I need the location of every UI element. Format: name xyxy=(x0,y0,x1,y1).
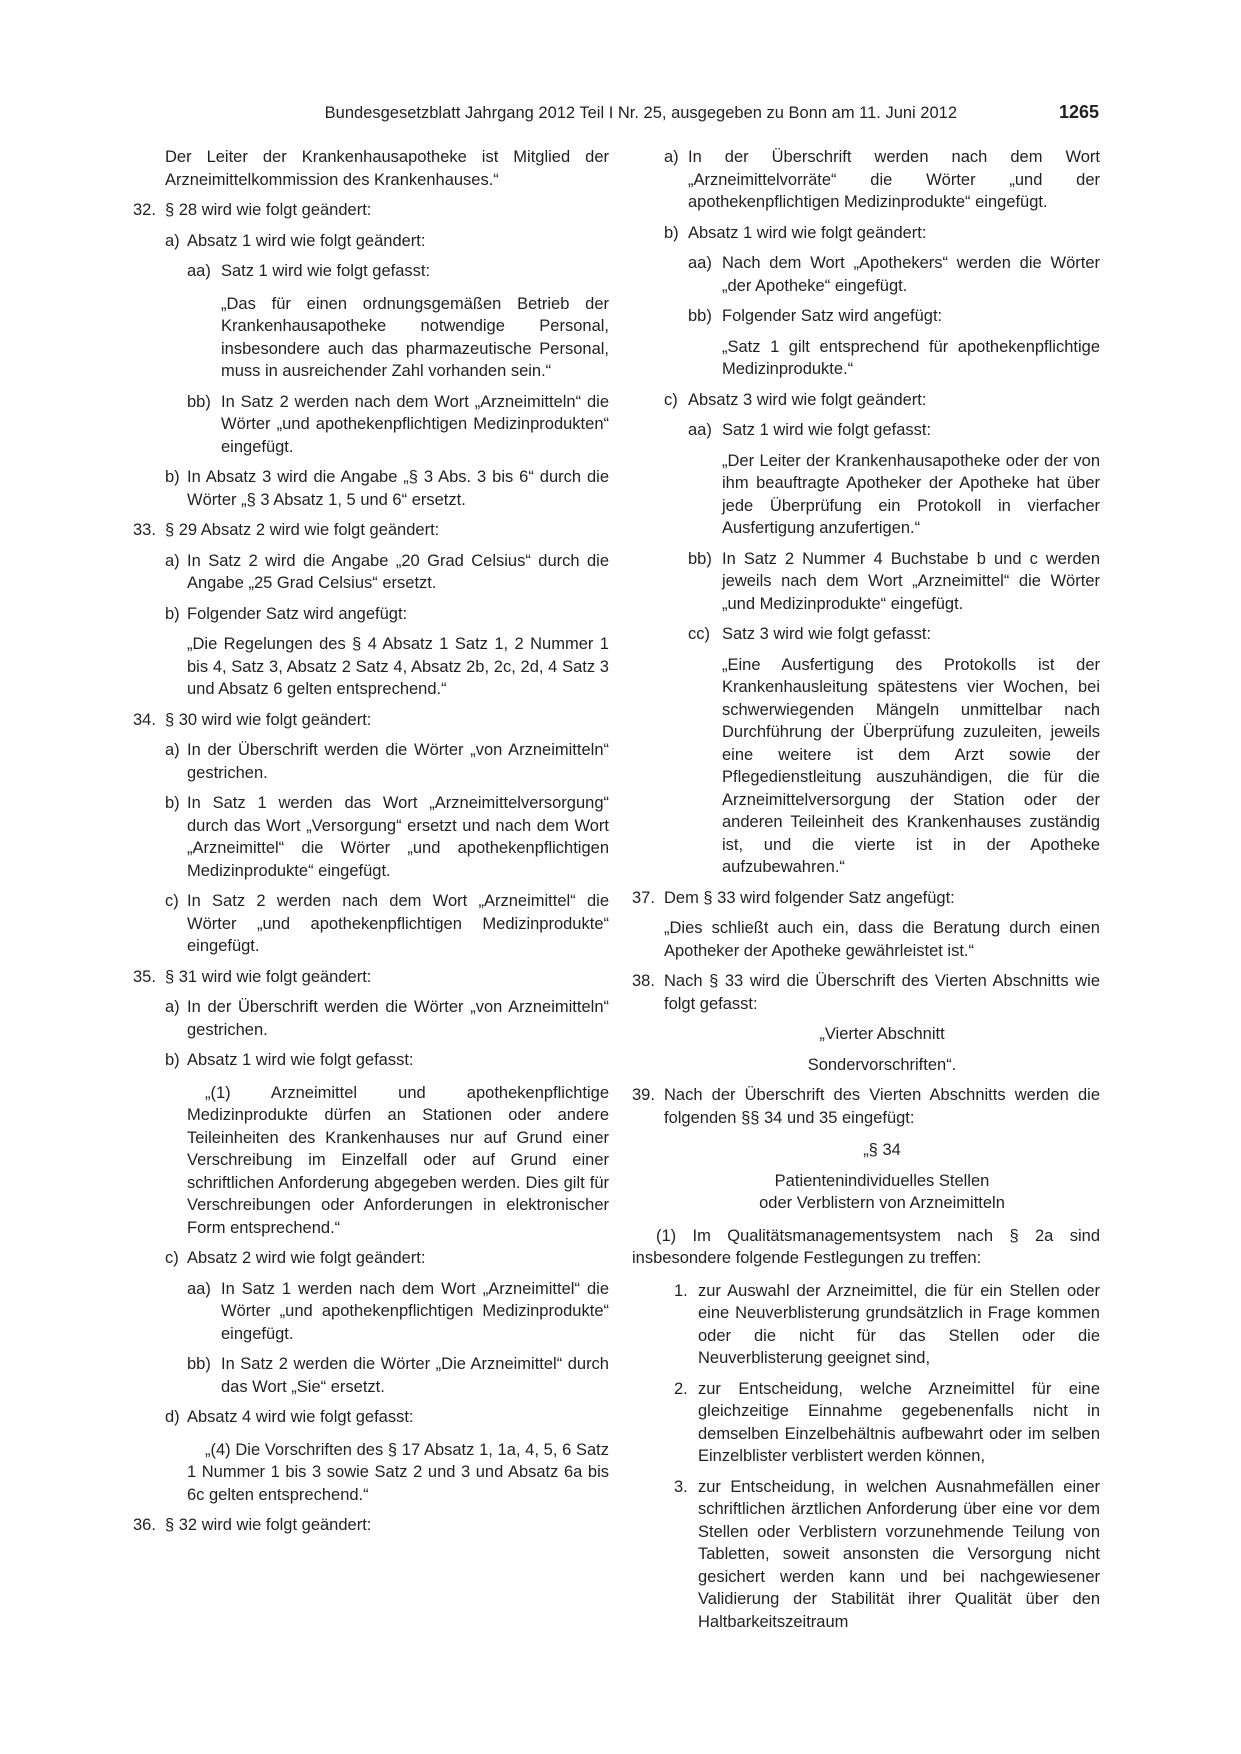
item-text: In Satz 2 wird die Angabe „20 Grad Celsius“ durch die Angabe „25 Grad Celsius“ ersetzt. xyxy=(187,551,609,592)
item-text: In Satz 2 Nummer 4 Buchstabe b und c werden jeweils nach dem Wort „Arzneimittel“ die Wörter „und Medizinprodukte“ eingefügt. xyxy=(722,549,1100,613)
section-heading: Sondervorschriften“. xyxy=(807,1055,957,1074)
item-35 xyxy=(133,966,609,989)
item-35caa xyxy=(133,1278,609,1346)
item-number: bb) xyxy=(688,549,712,568)
item-text: In Satz 2 werden nach dem Wort „Arzneimittel“ die Wörter „und apothekenpflichtigen Medizinprodukte“ eingefügt. xyxy=(187,892,609,955)
item-36c xyxy=(664,389,1100,412)
item-33 xyxy=(133,519,609,542)
item-32aa xyxy=(133,260,609,283)
item-number: b) xyxy=(165,604,180,623)
item-number: c) xyxy=(664,390,678,409)
item-36baa xyxy=(664,252,1100,297)
item-number: d) xyxy=(165,1408,180,1426)
item-number: bb) xyxy=(688,307,712,325)
item-number: bb) xyxy=(187,392,211,411)
running-header xyxy=(132,102,1099,126)
paragraph-heading: „§ 34 xyxy=(863,1141,901,1159)
item-text: Absatz 4 wird wie folgt gefasst: xyxy=(187,1408,414,1426)
item-35b xyxy=(133,1049,609,1072)
list-text: zur Entscheidung, in welchen Ausnahmefällen einer schriftlichen ärztlichen Anforderung über eine vor dem Stellen oder Verblistern vorzunehmende Teilung von Tabletten, soweit ansonsten die Versorgung nicht gesichert werden kann und bei nachgewiesener Validierung der Stabilität ihrer Qualität über den Haltbarkeitszeitraum xyxy=(698,1477,1100,1631)
item-32a xyxy=(133,230,609,253)
item-36b xyxy=(664,222,1100,245)
item-text: Absatz 3 wird wie folgt geändert: xyxy=(688,390,927,409)
paragraph-title: Patientenindividuelles Stellen xyxy=(774,1171,990,1190)
quote-text: „Eine Ausfertigung des Protokolls ist der Krankenhausleitung spätestens vier Wochen, bei schwerwiegenden Mängeln unmittelbar nach Durchführung der Überprüfung zuzuleiten, jeweils eine weitere ist dem Arzt sowie der Pflegedienstleitung auszuhändigen, die für die Arzneimittelversorgung der Station oder der anderen Teileinheit des Krankenhauses zuständig ist, und die vierte ist in der Apotheke aufzubewahren.“ xyxy=(722,655,1100,876)
item-number: cc) xyxy=(688,625,710,643)
left-column xyxy=(133,146,609,1537)
quote-text: „Die Regelungen des § 4 Absatz 1 Satz 1, 2 Nummer 1 bis 4, Satz 3, Absatz 2 Satz 4, Absatz 2b, 2c, 2d, 4 Satz 3 und Absatz 6 gelten entsprechend.“ xyxy=(187,635,609,698)
item-number: aa) xyxy=(187,262,211,280)
item-33a xyxy=(133,550,609,595)
paragraph: (1) Im Qualitätsmanagementsystem nach § 2a sind insbesondere folgende Festlegungen zu treffen: xyxy=(632,1226,1100,1267)
quote-text: „Das für einen ordnungsgemäßen Betrieb der Krankenhausapotheke notwendige Personal, insbesondere auch das pharmazeutische Personal, muss in ausreichender Zahl vorhanden sein.“ xyxy=(221,294,609,380)
section-heading: „Vierter Abschnitt xyxy=(819,1025,945,1043)
item-34c xyxy=(133,890,609,958)
item-number: b) xyxy=(165,468,180,486)
item-text: Satz 1 wird wie folgt gefasst: xyxy=(221,262,431,280)
item-text: In Satz 2 werden nach dem Wort „Arzneimitteln“ die Wörter „und apothekenpflichtigen Medizinprodukten“ eingefügt. xyxy=(221,392,609,456)
quote-text: „(1) Arzneimittel und apothekenpflichtige Medizinprodukte dürfen an Stationen oder andere Teileinheiten des Krankenhauses nur auf Grund einer Verschreibung im Einzelfall oder auf Grund einer schriftlichen Anforderung abgegeben werden. Dies gilt für Verschreibungen oder Anforderungen in elektronischer Form entsprechend.“ xyxy=(187,1083,609,1237)
item-number: a) xyxy=(165,741,180,759)
list-text: zur Auswahl der Arzneimittel, die für ein Stellen oder eine Neuverblisterung grundsätzlich in Frage kommen oder die nicht für das Stellen oder die Neuverblisterung geeignet sind, xyxy=(698,1281,1100,1367)
page-number: 1265 xyxy=(1058,102,1099,122)
item-number: 33. xyxy=(133,521,156,539)
item-35c xyxy=(133,1247,609,1270)
item-text: Absatz 1 wird wie folgt geändert: xyxy=(187,231,426,250)
item-text: Nach der Überschrift des Vierten Abschnitts werden die folgenden §§ 34 und 35 eingefügt: xyxy=(664,1086,1100,1127)
item-36a xyxy=(664,146,1100,214)
list-item-2 xyxy=(664,1378,1100,1468)
list-number: 1. xyxy=(674,1281,688,1300)
item-number: b) xyxy=(165,1051,180,1069)
item-text: § 29 Absatz 2 wird wie folgt geändert: xyxy=(165,521,440,539)
item-number: 38. xyxy=(632,972,655,990)
item-text: In der Überschrift werden nach dem Wort „Arzneimittelvorräte“ die Wörter „und der apothekenpflichtigen Medizinprodukte“ eingefügt. xyxy=(688,148,1100,211)
item-32 xyxy=(133,199,609,222)
item-34a xyxy=(133,739,609,784)
item-text: Satz 3 wird wie folgt gefasst: xyxy=(722,625,932,643)
quote-text: „Dies schließt auch ein, dass die Beratung durch einen Apotheker der Apotheke gewährleistet ist.“ xyxy=(664,919,1100,960)
list-text: zur Entscheidung, welche Arzneimittel für eine gleichzeitige Einnahme gegebenenfalls nicht in demselben Einzelbehältnis aufbewahrt oder im selben Einzelblister verblistert werden können, xyxy=(698,1379,1100,1465)
item-35cbb xyxy=(133,1353,609,1398)
item-34b xyxy=(133,792,609,882)
item-36caa xyxy=(664,419,1100,442)
quote-text: „(4) Die Vorschriften des § 17 Absatz 1, 1a, 4, 5, 6 Satz 1 Nummer 1 bis 3 sowie Satz 2 und 3 und Absatz 6a bis 6c gelten entsprechend.“ xyxy=(187,1440,609,1504)
item-number: bb) xyxy=(187,1355,211,1373)
header-title: Bundesgesetzblatt Jahrgang 2012 Teil I Nr. 25, ausgegeben zu Bonn am 11. Juni 2012 xyxy=(324,104,957,122)
item-number: a) xyxy=(165,551,180,570)
item-number: 32. xyxy=(133,201,156,219)
item-number: aa) xyxy=(688,254,712,272)
item-36 xyxy=(133,1514,609,1537)
item-text: In Satz 1 werden das Wort „Arzneimittelversorgung“ durch das Wort „Versorgung“ ersetzt und nach dem Wort „Arzneimittel“ die Wörter „und apothekenpflichtigen Medizinprodukte“ eingefügt. xyxy=(187,794,609,880)
item-number: c) xyxy=(165,1249,179,1267)
item-text: Absatz 1 wird wie folgt geändert: xyxy=(688,223,927,242)
item-34 xyxy=(133,709,609,732)
item-text: Folgender Satz wird angefügt: xyxy=(722,307,943,325)
item-number: 36. xyxy=(133,1516,156,1534)
item-number: 35. xyxy=(133,967,156,986)
list-item-3 xyxy=(664,1476,1100,1634)
list-item-1 xyxy=(664,1280,1100,1370)
item-32b xyxy=(133,466,609,511)
paragraph: Der Leiter der Krankenhausapotheke ist Mitglied der Arzneimittelkommission des Krankenhauses.“ xyxy=(165,148,609,189)
item-number: b) xyxy=(664,223,679,242)
item-35a xyxy=(133,996,609,1041)
item-text: In Satz 2 werden die Wörter „Die Arzneimittel“ durch das Wort „Sie“ ersetzt. xyxy=(221,1355,609,1396)
item-36ccc xyxy=(664,623,1100,646)
item-text: Absatz 1 wird wie folgt gefasst: xyxy=(187,1051,414,1069)
list-number: 2. xyxy=(674,1379,688,1398)
item-number: b) xyxy=(165,794,180,812)
item-text: § 28 wird wie folgt geändert: xyxy=(165,201,372,219)
item-text: In der Überschrift werden die Wörter „von Arzneimitteln“ gestrichen. xyxy=(187,741,609,782)
item-text: Dem § 33 wird folgender Satz angefügt: xyxy=(664,888,955,907)
item-text: Nach § 33 wird die Überschrift des Vierten Abschnitts wie folgt gefasst: xyxy=(664,972,1100,1013)
item-number: a) xyxy=(165,998,180,1016)
item-number: aa) xyxy=(187,1279,211,1298)
item-number: 39. xyxy=(632,1086,655,1104)
item-36bbb xyxy=(664,305,1100,328)
item-39 xyxy=(632,1084,1100,1129)
item-text: In Satz 1 werden nach dem Wort „Arzneimittel“ die Wörter „und apothekenpflichtigen Medizinprodukte“ eingefügt. xyxy=(221,1279,609,1343)
list-number: 3. xyxy=(674,1477,688,1496)
item-text: Folgender Satz wird angefügt: xyxy=(187,604,408,623)
item-text: Nach dem Wort „Apothekers“ werden die Wörter „der Apotheke“ eingefügt. xyxy=(722,254,1100,295)
item-35d xyxy=(133,1406,609,1429)
quote-text: „Der Leiter der Krankenhausapotheke oder der von ihm beauftragte Apotheker der Apotheke hat über jede Überprüfung ein Protokoll in vierfacher Ausfertigung anzufertigen.“ xyxy=(722,451,1100,537)
item-number: aa) xyxy=(688,421,712,439)
item-37 xyxy=(632,887,1100,910)
item-33b xyxy=(133,603,609,626)
item-32bb xyxy=(133,391,609,459)
item-number: 37. xyxy=(632,888,655,907)
item-text: § 32 wird wie folgt geändert: xyxy=(165,1516,372,1534)
item-text: Satz 1 wird wie folgt gefasst: xyxy=(722,421,932,439)
paragraph-title: oder Verblistern von Arzneimitteln xyxy=(759,1194,1005,1212)
item-text: In Absatz 3 wird die Angabe „§ 3 Abs. 3 bis 6“ durch die Wörter „§ 3 Absatz 1, 5 und 6“ ersetzt. xyxy=(187,468,609,509)
item-number: c) xyxy=(165,892,179,910)
item-36cbb xyxy=(664,548,1100,616)
quote-text: „Satz 1 gilt entsprechend für apothekenpflichtige Medizinprodukte.“ xyxy=(722,337,1100,378)
right-column xyxy=(632,146,1100,1633)
item-text: § 31 wird wie folgt geändert: xyxy=(165,967,372,986)
item-38 xyxy=(632,970,1100,1015)
item-number: 34. xyxy=(133,710,156,729)
item-text: § 30 wird wie folgt geändert: xyxy=(165,710,372,729)
item-text: Absatz 2 wird wie folgt geändert: xyxy=(187,1249,426,1267)
item-number: a) xyxy=(664,148,679,166)
item-text: In der Überschrift werden die Wörter „von Arzneimitteln“ gestrichen. xyxy=(187,998,609,1039)
item-number: a) xyxy=(165,231,180,250)
